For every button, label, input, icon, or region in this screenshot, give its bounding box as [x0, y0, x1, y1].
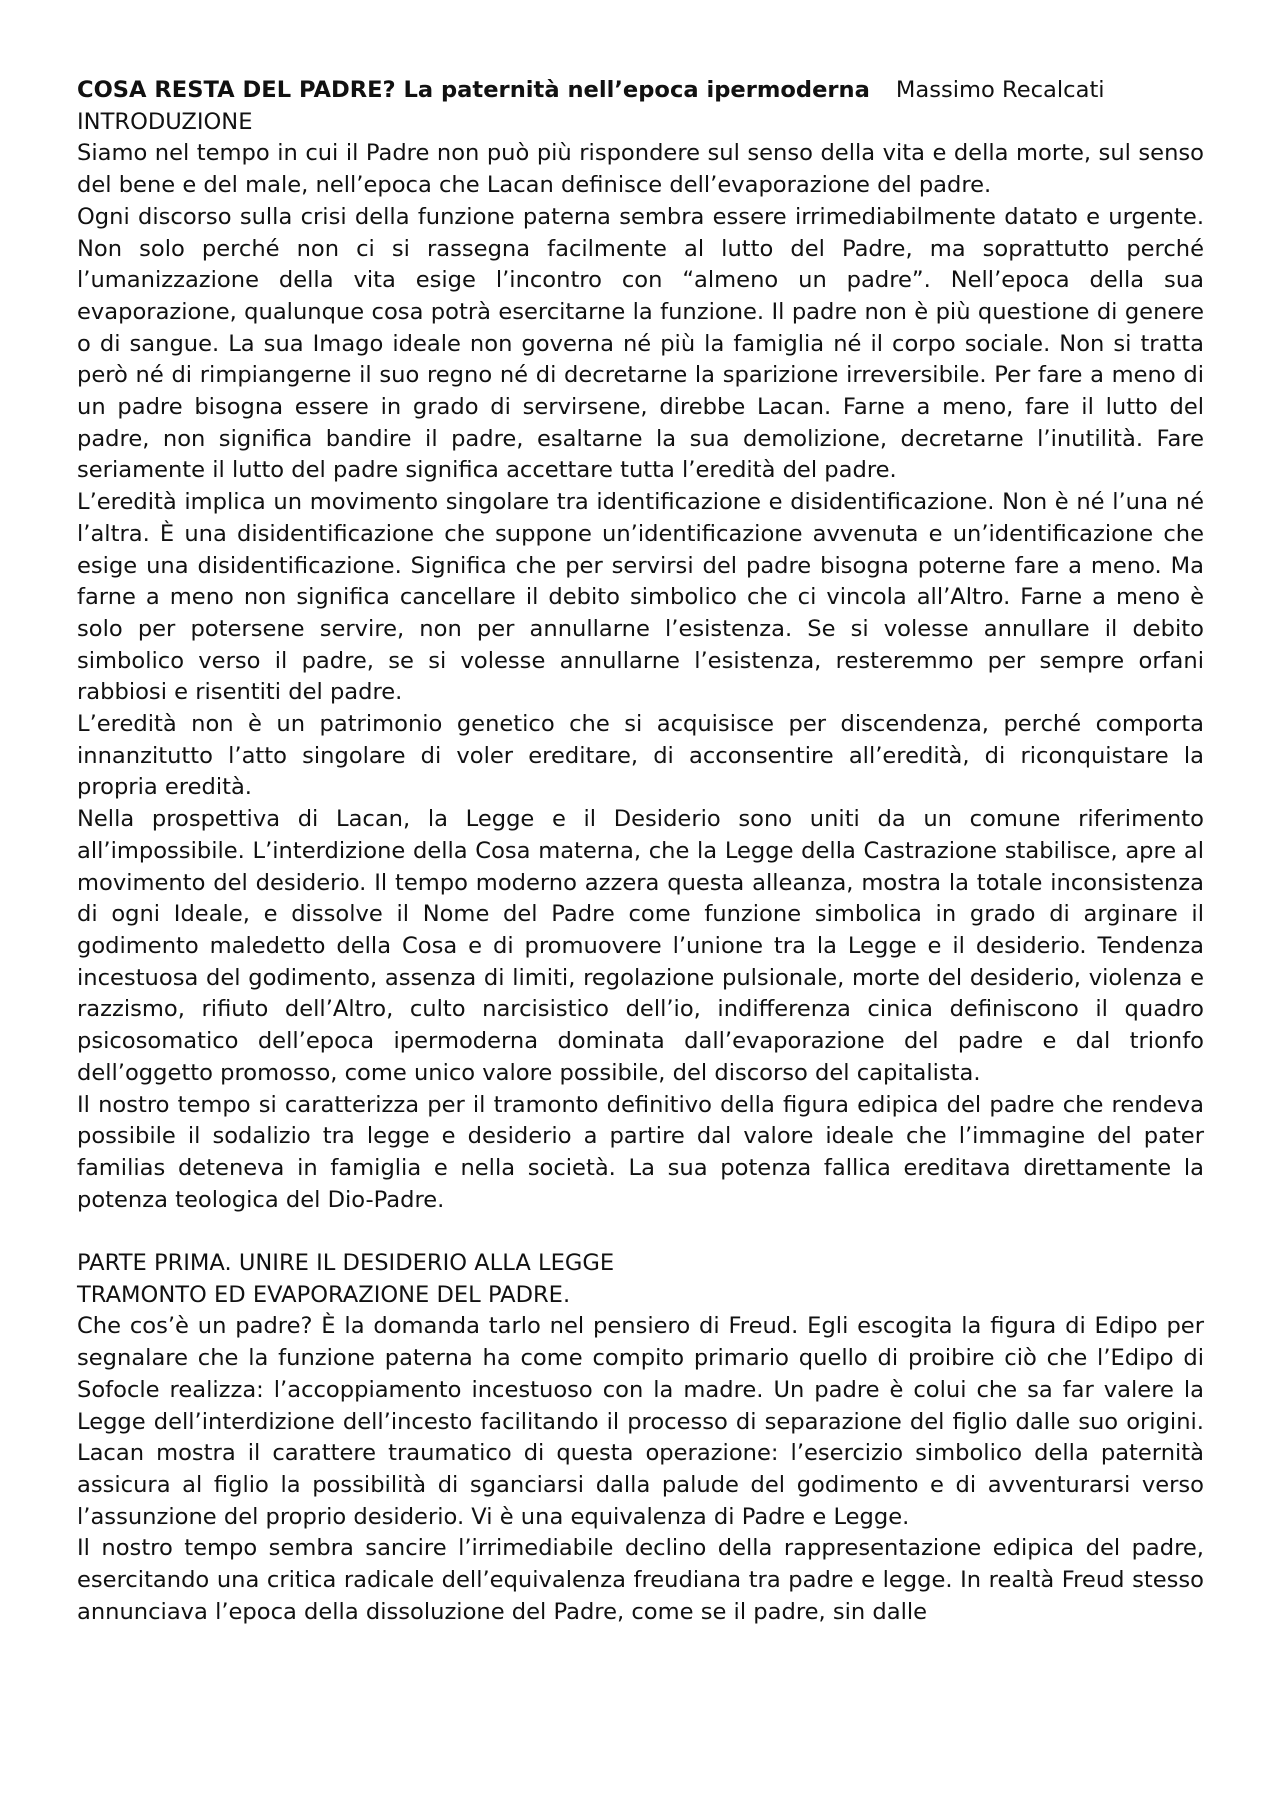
paragraph: Il nostro tempo si caratterizza per il tramonto definitivo della figura edipica del padre che rendeva possibile il sodalizio tra legge e desiderio a partire dal valore ideale che l’immagine del pater familias deteneva in famiglia e nella società. La sua potenza fallica ereditava direttamente la potenza teologica del Dio-Padre. — [77, 1091, 1204, 1213]
paragraph: Nella prospettiva di Lacan, la Legge e il Desiderio sono uniti da un comune riferimento all’impossibile. L’interdizione della Cosa materna, che la Legge della Castrazione stabilisce, apre al movimento del desiderio. Il tempo moderno azzera questa alleanza, mostra la totale inconsistenza di ogni Ideale, e dissolve il Nome del Padre come funzione simbolica in grado di arginare il godimento maledetto della Cosa e di promuovere l’unione tra la Legge e il desiderio. Tendenza incestuosa del godimento, assenza di limiti, regolazione pulsionale, morte del desiderio, violenza e razzismo, rifiuto dell’Altro, culto narcisistico dell’io, indifferenza cinica definiscono il quadro psicosomatico dell’epoca ipermoderna dominata dall’evaporazione del padre e dal trionfo dell’oggetto promosso, come unico valore possibile, del discorso del capitalista. — [77, 806, 1204, 1086]
blank-line — [77, 1216, 1204, 1248]
section-heading-parte-prima: PARTE PRIMA. UNIRE IL DESIDERIO ALLA LEGGE — [77, 1250, 615, 1276]
paragraph: Che cos’è un padre? È la domanda tarlo nel pensiero di Freud. Egli escogita la figura di Edipo per segnalare che la funzione paterna ha come compito primario quello di proibire ciò che l’Edipo di Sofocle realizza: l’accoppiamento incestuoso con la madre. Un padre è colui che sa far valere la Legge dell’interdizione dell’incesto facilitando il processo di separazione del figlio dalle suo origini. Lacan mostra il carattere traumatico di questa operazione: l’esercizio simbolico della paternità assicura al figlio la possibilità di sganciarsi dalla palude del godimento e di avventurarsi verso l’assunzione del proprio desiderio. Vi è una equivalenza di Padre e Legge. — [77, 1313, 1204, 1530]
section-heading-introduzione: INTRODUZIONE — [77, 108, 253, 135]
document-title: COSA RESTA DEL PADRE? La paternità nell’epoca ipermoderna — [77, 77, 870, 103]
paragraph: Siamo nel tempo in cui il Padre non può più rispondere sul senso della vita e della morte, sul senso del bene e del male, nell’epoca che Lacan definisce dell’evaporazione del padre. — [77, 140, 1204, 199]
paragraph: L’eredità non è un patrimonio genetico che si acquisisce per discendenza, perché comporta innanzitutto l’atto singolare di voler ereditare, di acconsentire all’eredità, di riconquistare la propria eredità. — [77, 711, 1204, 801]
paragraph: Il nostro tempo sembra sancire l’irrimediabile declino della rappresentazione edipica del padre, esercitando una critica radicale dell’equivalenza freudiana tra padre e legge. In realtà Freud stesso annunciava l’epoca della dissoluzione del Padre, come se il padre, sin dalle — [77, 1535, 1204, 1625]
section-subheading-tramonto: TRAMONTO ED EVAPORAZIONE DEL PADRE. — [77, 1281, 571, 1308]
paragraph: L’eredità implica un movimento singolare tra identificazione e disidentificazione. Non è né l’una né l’altra. È una disidentificazione che suppone un’identificazione avvenuta e un’identificazione che esige una disidentificazione. Significa che per servirsi del padre bisogna poterne fare a meno. Ma farne a meno non significa cancellare il debito simbolico che ci vincola all’Altro. Farne a meno è solo per potersene servire, non per annullarne l’esistenza. Se si volesse annullare il debito simbolico verso il padre, se si volesse annullarne l’esistenza, resteremmo per sempre orfani rabbiosi e risentiti del padre. — [77, 489, 1204, 706]
document-author: Massimo Recalcati — [895, 77, 1105, 103]
paragraph: Ogni discorso sulla crisi della funzione paterna sembra essere irrimediabilmente datato e urgente. Non solo perché non ci si rassegna facilmente al lutto del Padre, ma soprattutto perché l’umanizzazione della vita esige l’incontro con “almeno un padre”. Nell’epoca della sua evaporazione, qualunque cosa potrà esercitarne la funzione. Il padre non è più questione di genere o di sangue. La sua Imago ideale non governa né più la famiglia né il corpo sociale. Non si tratta però né di rimpiangerne il suo regno né di decretarne la sparizione irreversibile. Per fare a meno di un padre bisogna essere in grado di servirsene, direbbe Lacan. Farne a meno, fare il lutto del padre, non significa bandire il padre, esaltarne la sua demolizione, decretarne l’inutilità. Fare seriamente il lutto del padre significa accettare tutta l’eredità del padre. — [77, 203, 1204, 484]
document-header — [77, 75, 1204, 107]
